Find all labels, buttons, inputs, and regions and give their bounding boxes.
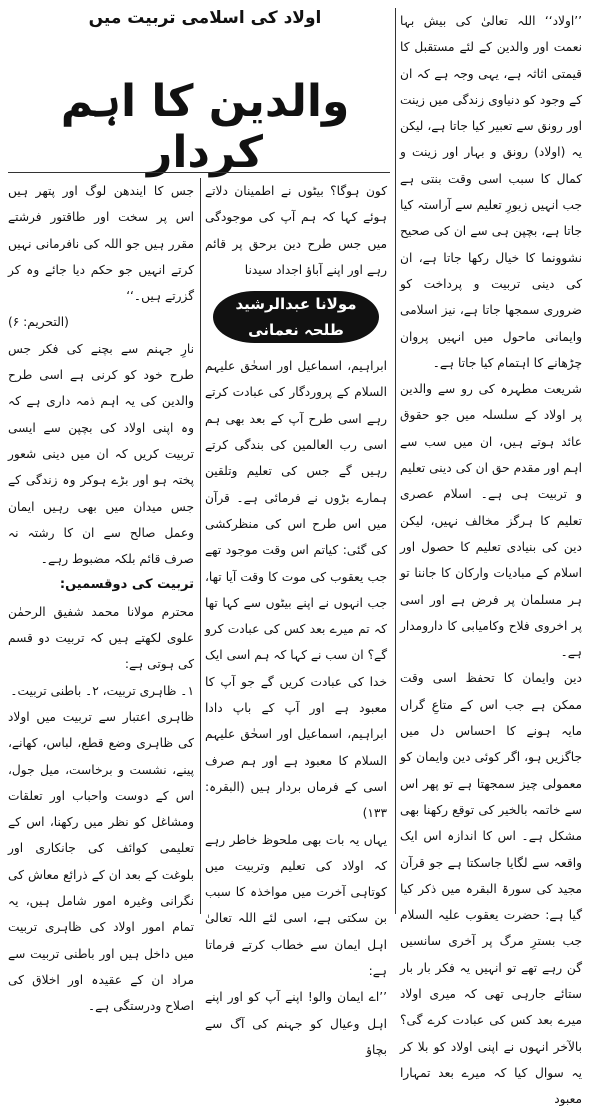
column-divider — [200, 178, 201, 914]
paragraph: محترم مولانا محمد شفیق الرحمٰن علوی لکھتے ہیں کہ تربیت دو قسم کی ہوتی ہے: — [8, 604, 194, 672]
paragraph: ابراہیم، اسماعیل اور اسحٰق علیہم السلام کے پروردگار کی عبادت کرتے رہے اسی طرح آپ کے بعد بھی ہم اسی رب العالمین کی بندگی کرتے رہیں گے جس کی تعلیم وتلقین ہمارے بڑوں نے فرمائی ہے۔ قرآن میں اس طرح اس کی منظرکشی کی گئی: کیاتم اس وقت موجود تھے جب یعقوب کی موت کا وقت آیا تھا، جب انہوں نے اپنے بیٹوں سے کہا تھا کہ تم میرے بعد کس کی عبادت کرو گے؟ ان سب نے کہا کہ ہم اسی ایک خدا کی عبادت کریں گے جو آپ کا معبود ہے اور آپ کے باپ دادا ابراہیم، اسماعیل اور اسحٰق علیہم السلام کا معبود ہے اور ہم صرف اسی کے فرماں بردار ہیں (البقرہ: ۱۳۳) — [205, 359, 387, 821]
paragraph: شریعت مطہرہ کی رو سے والدین پر اولاد کے سلسلہ میں جو حقوق عائد ہوتے ہیں، ان میں سب سے اہم اور مقدم حق ان کی دینی تعلیم و تربیت ہی ہے۔ اسلام عصری تعلیم کا ہرگز مخالف نہیں، لیکن دین کی بنیادی تعلیم کا حصول اور اسلام کے مبادیات وارکان کا جاننا تو ہر مسلمان پر فرض ہے اور اسی پر اخروی فلاح وکامیابی کا دارومدار ہے۔ — [400, 382, 582, 660]
column-divider — [395, 8, 396, 914]
paragraph: نارِ جہنم سے بچنے کی فکر جس طرح خود کو کرنی ہے اسی طرح والدین کی یہ اہم ذمہ داری ہے کہ وہ اپنی اولاد کی بچپن سے ایسی تربیت کریں کہ ان میں دینی شعور پختہ ہو اور بڑے ہوکر وہ زندگی کے جس میدان میں بھی رہیں ایمان وعمل صالح سے ان کا رشتہ نہ صرف قائم بلکہ مضبوط رہے۔ — [8, 341, 194, 567]
paragraph: دین وایمان کا تحفظ اسی وقت ممکن ہے جب اس کے متاعِ گراں مایہ ہونے کا احساس دل میں جاگزیں ہو، اگر کوئی دین وایمان کو معمولی چیز سمجھتا ہے تو پھر اس سے خاتمہ بالخیر کی توقع رکھنا بھی مشکل ہے۔ اس کا اندازہ اس ایک واقعہ سے لگایا جاسکتا ہے جو قرآن مجید کی سورۃ البقرہ میں ذکر کیا گیا ہے: حضرت یعقوب علیہ السلام جب بسترِ مرگ پر آخری سانسیں گن رہے تھے تو انہیں یہ فکر بار بار ستائے جارہی تھی کہ میری اولاد میرے بعد کس کی عبادت کرے گی؟ بالآخر انہوں نے اپنی اولاد کو بلا کر یہ سوال کیا کہ میرے بعد تمہارا معبود — [400, 671, 582, 1107]
article-column-middle — [205, 178, 387, 1057]
paragraph: جس کا ایندھن لوگ اور پتھر ہیں اس پر سخت اور طاقتور فرشتے مقرر ہیں جو اللہ کی نافرمانی نہیں کرتے انہیں جو حکم دیا جائے وہ کر گزرتے ہیں۔‘‘ — [8, 184, 194, 304]
section-heading: تربیت کی دوقسمیں: — [59, 577, 194, 593]
verse-reference: (التحریم: ۶) — [8, 315, 69, 330]
paragraph: ۱۔ ظاہری تربیت، ۲۔ باطنی تربیت۔ — [10, 683, 194, 698]
author-byline: مولانا عبدالرشید طلحہ نعمانی — [213, 291, 379, 343]
headline-divider — [8, 172, 390, 173]
quote-paragraph: ’’اے ایمان والو! اپنے آپ کو اور اپنے اہل وعیال کو جہنم کی آگ سے بچاؤ — [205, 990, 387, 1057]
article-column-right — [400, 8, 582, 1107]
paragraph: ظاہری اعتبار سے تربیت میں اولاد کی ظاہری وضع قطع، لباس، کھانے، پینے، نشست و برخاست، میل جول، اس کے دوست واحباب اور تعلقات ومشاغل کو نظر میں رکھنا، اس کے تعلیمی کوائف کی جانکاری اور بلوغت کے بعد ان کے ذرائع معاش کی نگرانی وغیرہ امور شامل ہیں، یہ تمام امور اولاد کی ظاہری تربیت میں داخل ہیں اور باطنی تربیت سے مراد ان کے عقیدہ اور اخلاق کی اصلاح ودرستگی ہے۔ — [8, 709, 194, 1014]
article-column-left — [8, 178, 194, 1014]
article-headline: والدین کا اہم کردار — [60, 76, 350, 178]
paragraph: کون ہوگا؟ بیٹوں نے اطمینان دلاتے ہوئے کہا کہ ہم آپ کی موجودگی میں جس طرح دین برحق پر قائم رہے اور اپنے آباؤ اجداد سیدنا — [205, 184, 387, 277]
article-kicker: اولاد کی اسلامی تربیت میں — [88, 8, 322, 28]
paragraph: ’’اولاد‘‘ اللہ تعالیٰ کی بیش بہا نعمت اور والدین کے لئے مستقبل کا قیمتی اثاثہ ہے، یہی وجہ ہے کہ ان کے وجود کو دنیاوی زندگی میں زینت اور رونق سے تعبیر کیا جاتا ہے، لیکن یہ (اولاد) رونق و بہار اور زینت و کمال کا سبب اسی وقت بنتی ہے جب انہیں زیورِ تعلیم سے آراستہ کیا جاتا ہے، بچپن ہی سے ان کی صحیح نشوونما کا خیال رکھا جاتا ہے، ان کی دینی تربیت و پرداخت کو ضروری سمجھا جاتا ہے، نیز اسلامی وایمانی ماحول میں انہیں پروان چڑھانے کا اہتمام کیا جاتا ہے۔ — [400, 14, 582, 370]
paragraph: یہاں یہ بات بھی ملحوظ خاطر رہے کہ اولاد کی تعلیم وتربیت میں کوتاہی آخرت میں مواخذہ کا سبب بن سکتی ہے، اسی لئے اللہ تعالیٰ اہل ایمان سے خطاب کرتے فرماتا ہے: — [205, 832, 387, 979]
